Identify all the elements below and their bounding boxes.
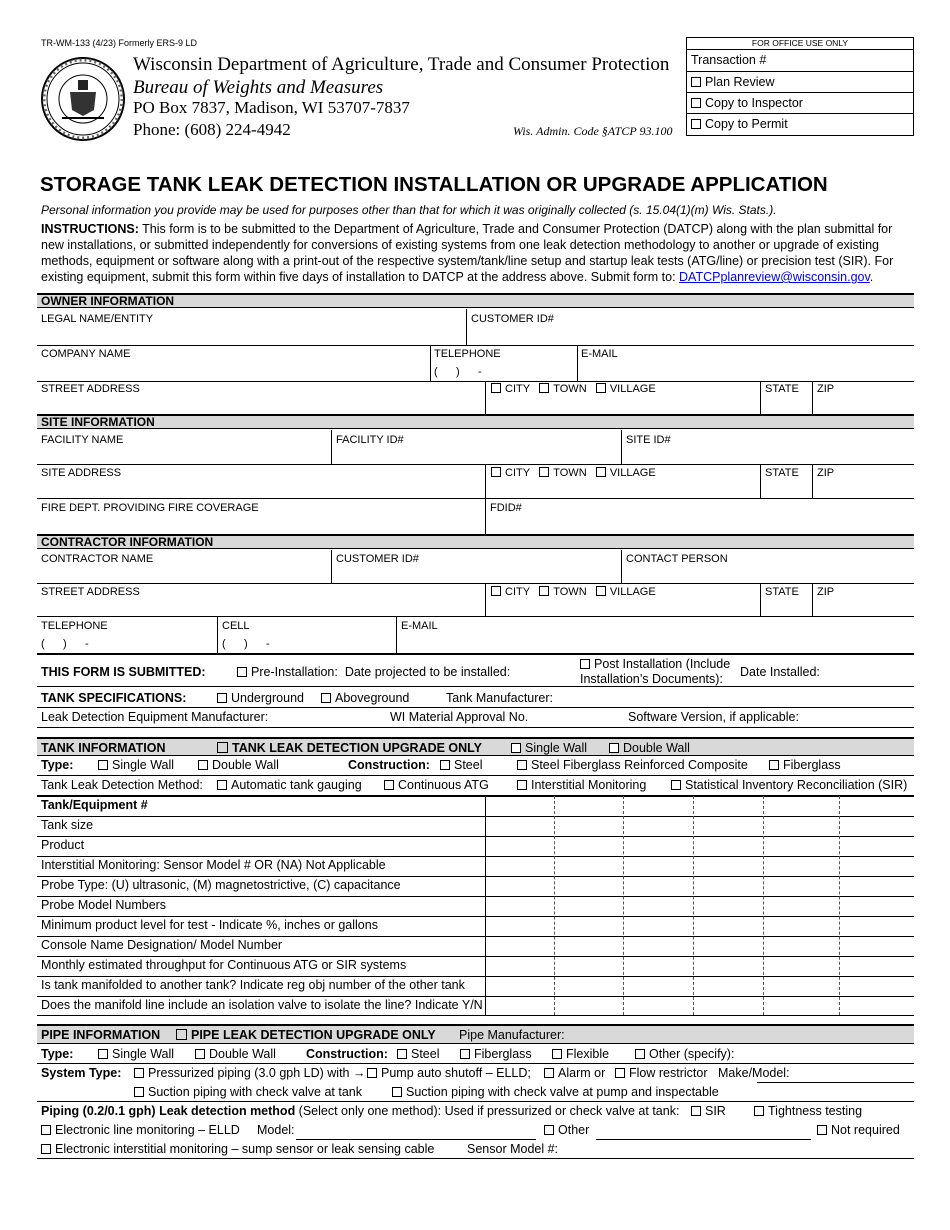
contractor-state-field[interactable]: STATE: [765, 586, 799, 598]
pipe-sir-option: SIR: [691, 1104, 726, 1118]
office-use-box: [686, 37, 914, 136]
pipe-upgrade-option: PIPE LEAK DETECTION UPGRADE ONLY: [176, 1028, 436, 1042]
table-row: Does the manifold line include an isolation valve to isolate the line? Indicate Y/N: [41, 998, 483, 1012]
mailing-address: PO Box 7837, Madison, WI 53707-7837: [133, 98, 410, 117]
tank-upgrade-checkbox[interactable]: [217, 742, 228, 753]
software-version-field[interactable]: Software Version, if applicable:: [628, 710, 799, 724]
table-row: Tank size: [41, 818, 94, 832]
owner-state-field[interactable]: STATE: [765, 383, 799, 395]
contractor-cell-field[interactable]: CELL: [222, 620, 250, 632]
site-municipality: CITY TOWN VILLAGE: [491, 467, 656, 479]
post-installation-option: Post Installation (Include Installation’s Documents):: [580, 657, 731, 686]
interstitial-option: Interstitial Monitoring: [517, 778, 646, 792]
sir-checkbox[interactable]: [671, 780, 681, 790]
site-section-header: SITE INFORMATION: [37, 414, 914, 429]
contractor-zip-field[interactable]: ZIP: [817, 586, 835, 598]
alarm-checkbox[interactable]: [544, 1068, 554, 1078]
pipe-double-wall-checkbox[interactable]: [195, 1049, 205, 1059]
instructions: INSTRUCTIONS: This form is to be submitted to the Department of Agriculture, Trade and Consumer Protection (DATCP) along with the plan submittal for new installations, or submitted independently for conversions of existing systems from one leak detection methodology to another or upgrade of existing methods, equipment or software along with a print-out of the respective system/tank/line setup and startup leak tests (ATG/line) or precision test (SIR). For existing equipment, submit this form within five days of installation to DATCP at the address above. Submit form to: DATCPplanreview@wisconsin.gov.: [41, 222, 894, 284]
pre-installation-option: Pre-Installation: Date projected to be installed:: [237, 665, 510, 679]
tank-equipment-table: [37, 796, 914, 1015]
department-name: Wisconsin Department of Agriculture, Trade and Consumer Protection: [133, 54, 670, 75]
wisconsin-seal-icon: [40, 56, 126, 142]
pipe-fiberglass-checkbox[interactable]: [460, 1049, 470, 1059]
pipe-single-wall-checkbox[interactable]: [98, 1049, 108, 1059]
company-name-field[interactable]: COMPANY NAME: [41, 348, 131, 360]
tank-sfrc-checkbox[interactable]: [517, 760, 527, 770]
alarm-option: Alarm or: [544, 1066, 605, 1080]
fdid-field[interactable]: FDID#: [490, 502, 522, 514]
table-row: Probe Type: (U) ultrasonic, (M) magnetostrictive, (C) capacitance: [41, 878, 401, 892]
owner-city-checkbox[interactable]: [491, 383, 501, 393]
site-state-field[interactable]: STATE: [765, 467, 799, 479]
tank-steel-option: Steel: [440, 758, 483, 772]
tank-info-single-wall-option: Single Wall: [511, 741, 587, 755]
tank-fiberglass-option: Fiberglass: [769, 758, 841, 772]
elld-checkbox[interactable]: [41, 1125, 51, 1135]
pre-installation-checkbox[interactable]: [237, 667, 247, 677]
pipe-upgrade-checkbox[interactable]: [176, 1029, 187, 1040]
copy-inspector-option[interactable]: Copy to Inspector: [687, 93, 913, 114]
pipe-steel-checkbox[interactable]: [397, 1049, 407, 1059]
contractor-municipality: CITY TOWN VILLAGE: [491, 586, 656, 598]
date-installed-field[interactable]: Date Installed:: [740, 665, 820, 679]
tank-fiberglass-checkbox[interactable]: [769, 760, 779, 770]
not-required-checkbox[interactable]: [817, 1125, 827, 1135]
pipe-info-header: PIPE INFORMATION PIPE LEAK DETECTION UPGRADE ONLY Pipe Manufacturer:: [37, 1024, 914, 1044]
pump-shutoff-checkbox[interactable]: [367, 1068, 377, 1078]
suction-tank-option: Suction piping with check valve at tank: [134, 1085, 362, 1099]
plan-review-checkbox[interactable]: [691, 77, 701, 87]
flow-restrictor-checkbox[interactable]: [615, 1068, 625, 1078]
contact-person-field[interactable]: CONTACT PERSON: [626, 553, 728, 565]
tank-table-header: Tank/Equipment #: [41, 798, 148, 812]
tank-steel-checkbox[interactable]: [440, 760, 450, 770]
tank-single-wall-option: Single Wall: [98, 758, 174, 772]
tightness-option: Tightness testing: [754, 1104, 862, 1118]
suction-pump-checkbox[interactable]: [392, 1087, 402, 1097]
tank-manufacturer-field[interactable]: Tank Manufacturer:: [446, 691, 553, 705]
contractor-village-checkbox[interactable]: [596, 586, 606, 596]
pipe-fiberglass-option: Fiberglass: [460, 1047, 532, 1061]
tank-single-wall-checkbox[interactable]: [98, 760, 108, 770]
tank-double-wall-checkbox[interactable]: [198, 760, 208, 770]
facility-name-field[interactable]: FACILITY NAME: [41, 434, 124, 446]
owner-village-checkbox[interactable]: [596, 383, 606, 393]
owner-customer-id-field[interactable]: CUSTOMER ID#: [471, 313, 554, 325]
copy-inspector-checkbox[interactable]: [691, 98, 701, 108]
contractor-street-field[interactable]: STREET ADDRESS: [41, 586, 140, 598]
pipe-double-wall-option: Double Wall: [195, 1047, 276, 1061]
pipe-flexible-checkbox[interactable]: [552, 1049, 562, 1059]
owner-municipality: CITY TOWN VILLAGE: [491, 383, 656, 395]
admin-code: Wis. Admin. Code §ATCP 93.100: [513, 124, 673, 138]
owner-street-field[interactable]: STREET ADDRESS: [41, 383, 140, 395]
office-use-title: FOR OFFICE USE ONLY: [687, 38, 913, 50]
pipe-single-wall-option: Single Wall: [98, 1047, 174, 1061]
owner-town-checkbox[interactable]: [539, 383, 549, 393]
owner-zip-field[interactable]: ZIP: [817, 383, 835, 395]
pipe-steel-option: Steel: [397, 1047, 440, 1061]
elld-option: Electronic line monitoring – ELLD: [41, 1123, 240, 1137]
tank-info-single-wall-checkbox[interactable]: [511, 743, 521, 753]
underground-checkbox[interactable]: [217, 693, 227, 703]
owner-email-field[interactable]: E-MAIL: [581, 348, 618, 360]
pressurized-checkbox[interactable]: [134, 1068, 144, 1078]
tank-sfrc-option: Steel Fiberglass Reinforced Composite: [517, 758, 748, 772]
atg-option: Automatic tank gauging: [217, 778, 362, 792]
suction-tank-checkbox[interactable]: [134, 1087, 144, 1097]
contractor-section-header: CONTRACTOR INFORMATION: [37, 534, 914, 549]
continuous-atg-option: Continuous ATG: [384, 778, 489, 792]
pipe-method-other-checkbox[interactable]: [544, 1125, 554, 1135]
site-city-checkbox[interactable]: [491, 467, 501, 477]
facility-id-field[interactable]: FACILITY ID#: [336, 434, 404, 446]
contractor-name-field[interactable]: CONTRACTOR NAME: [41, 553, 154, 565]
table-row: Interstitial Monitoring: Sensor Model # OR (NA) Not Applicable: [41, 858, 386, 872]
site-address-field[interactable]: SITE ADDRESS: [41, 467, 122, 479]
tank-info-double-wall-checkbox[interactable]: [609, 743, 619, 753]
table-row: Monthly estimated throughput for Continuous ATG or SIR systems: [41, 958, 407, 972]
make-model-field[interactable]: Make/Model:: [718, 1066, 790, 1080]
contractor-customer-id-field[interactable]: CUSTOMER ID#: [336, 553, 419, 565]
bureau-name: Bureau of Weights and Measures: [133, 77, 384, 98]
tightness-checkbox[interactable]: [754, 1106, 764, 1116]
phone-number: Phone: (608) 224-4942: [133, 120, 291, 139]
table-row: Console Name Designation/ Model Number: [41, 938, 283, 952]
not-required-option: Not required: [817, 1123, 900, 1137]
continuous-atg-checkbox[interactable]: [384, 780, 394, 790]
interstitial-checkbox[interactable]: [517, 780, 527, 790]
table-row: Minimum product level for test - Indicate %, inches or gallons: [41, 918, 378, 932]
pipe-other-checkbox[interactable]: [635, 1049, 645, 1059]
tank-upgrade-option: TANK LEAK DETECTION UPGRADE ONLY: [217, 741, 482, 755]
pressurized-option: Pressurized piping (3.0 gph LD) with →: [134, 1066, 365, 1080]
copy-permit-checkbox[interactable]: [691, 119, 701, 129]
ld-manufacturer-field[interactable]: Leak Detection Equipment Manufacturer:: [41, 710, 269, 724]
pipe-sir-checkbox[interactable]: [691, 1106, 701, 1116]
atg-checkbox[interactable]: [217, 780, 227, 790]
site-id-field[interactable]: SITE ID#: [626, 434, 671, 446]
tank-info-header: TANK INFORMATION TANK LEAK DETECTION UPGRADE ONLY Single Wall Double Wall: [37, 737, 914, 756]
pipe-manufacturer-field[interactable]: Pipe Manufacturer:: [459, 1028, 565, 1042]
site-village-checkbox[interactable]: [596, 467, 606, 477]
sensor-model-field[interactable]: Sensor Model #:: [467, 1142, 559, 1156]
privacy-notice: Personal information you provide may be used for purposes other than that for which it was originally collected (s. 15.04(1)(m) Wis. Stats.).: [41, 203, 777, 217]
elld-model-field[interactable]: Model:: [257, 1123, 295, 1137]
transaction-field[interactable]: Transaction #: [687, 50, 913, 72]
submitted-label: THIS FORM IS SUBMITTED:: [41, 665, 206, 679]
contractor-city-checkbox[interactable]: [491, 586, 501, 596]
form-id: TR-WM-133 (4/23) Formerly ERS-9 LD: [41, 38, 198, 48]
table-row: Probe Model Numbers: [41, 898, 167, 912]
sir-option: Statistical Inventory Reconciliation (SIR): [671, 778, 907, 792]
post-installation-checkbox[interactable]: [580, 659, 590, 669]
owner-telephone-field[interactable]: TELEPHONE: [434, 348, 501, 360]
legal-name-field[interactable]: LEGAL NAME/ENTITY: [41, 313, 154, 325]
email-link[interactable]: DATCPplanreview@wisconsin.gov: [679, 270, 870, 284]
table-row: Is tank manifolded to another tank? Indicate reg obj number of the other tank: [41, 978, 465, 992]
pipe-method-other-option: Other: [544, 1123, 589, 1137]
copy-permit-option[interactable]: Copy to Permit: [687, 114, 913, 135]
contractor-town-checkbox[interactable]: [539, 586, 549, 596]
tank-info-double-wall-option: Double Wall: [609, 741, 690, 755]
aboveground-option: Aboveground: [321, 691, 409, 705]
underground-option: Underground: [217, 691, 304, 705]
aboveground-checkbox[interactable]: [321, 693, 331, 703]
site-zip-field[interactable]: ZIP: [817, 467, 835, 479]
owner-section-header: OWNER INFORMATION: [37, 293, 914, 308]
page-title: STORAGE TANK LEAK DETECTION INSTALLATION OR UPGRADE APPLICATION: [40, 173, 828, 196]
contractor-email-field[interactable]: E-MAIL: [401, 620, 438, 632]
eim-option: Electronic interstitial monitoring – sump sensor or leak sensing cable: [41, 1142, 434, 1156]
approval-no-field[interactable]: WI Material Approval No.: [390, 710, 529, 724]
pump-shutoff-option: Pump auto shutoff – ELLD;: [367, 1066, 531, 1080]
plan-review-option[interactable]: Plan Review: [687, 72, 913, 93]
contractor-telephone-field[interactable]: TELEPHONE: [41, 620, 108, 632]
fire-dept-field[interactable]: FIRE DEPT. PROVIDING FIRE COVERAGE: [41, 502, 259, 514]
table-row: Product: [41, 838, 85, 852]
eim-checkbox[interactable]: [41, 1144, 51, 1154]
suction-pump-option: Suction piping with check valve at pump and inspectable: [392, 1085, 719, 1099]
flow-restrictor-option: Flow restrictor: [615, 1066, 707, 1080]
pipe-other-option: Other (specify):: [635, 1047, 734, 1061]
site-town-checkbox[interactable]: [539, 467, 549, 477]
pipe-flexible-option: Flexible: [552, 1047, 609, 1061]
tank-double-wall-option: Double Wall: [198, 758, 279, 772]
